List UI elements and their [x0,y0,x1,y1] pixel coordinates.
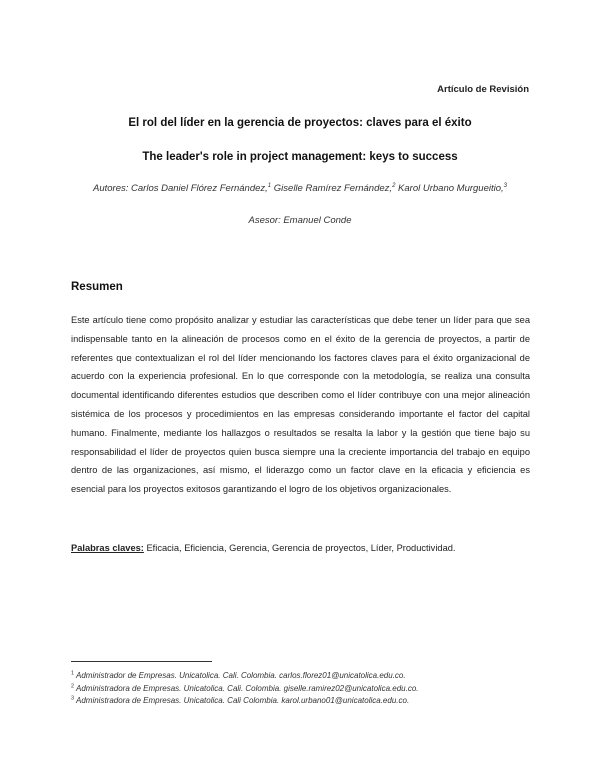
footnote-1-text: Administrador de Empresas. Unicatolica. Cali. Colombia. carlos.florez01@unicatolica.edu.co. [74,671,406,680]
keywords-line [71,543,456,553]
footnote-3-text: Administradora de Empresas. Unicatolica. Cali Colombia. karol.urbano01@unicatolica.edu.co. [74,696,410,706]
keywords-label: Palabras claves: [71,543,144,553]
author-2: Giselle Ramírez Fernández, [271,183,393,194]
footnote-2 [71,683,541,696]
keywords-text: Eficacia, Eficiencia, Gerencia, Gerencia de proyectos, Líder, Productividad. [143,543,456,553]
abstract-paragraph: Este artículo tiene como propósito analizar y estudiar las características que debe tener un líder para que sea indispensable tanto en la alineación de procesos como en el éxito de la gerencia de proyectos, a partir de referentes que contextualizan el rol del líder mencionando los factores claves para el éxito organizacional de acuerdo con la experiencia profesional. En lo que corresponde con la metodología, se realiza una consulta documental identificando diferentes estudios que describen como el líder contribuye con una mejor alineación sistémica de los procesos y procedimientos en las empresas considerando importante el factor del capital humano. Finalmente, mediante los hallazgos o resultados se resalta la labor y la gestión que tiene bajo su responsabilidad el líder de proyectos quien busca siempre una la creciente importancia del trabajo en equipo dentro de las organizaciones, así mismo, el liderazgo como un factor clave en la eficacia y eficiencia es esencial para los proyectos exitosos garantizando el logro de los objetivos organizacionales. [71,315,530,495]
article-type-label: Artículo de Revisión [437,84,529,95]
title-english: The leader's role in project management: keys to success [142,151,458,163]
footnote-2-number: 2 [71,682,75,689]
author-3-footnote-ref[interactable]: 3 [503,182,507,189]
title-spanish: El rol del líder en la gerencia de proyectos: claves para el éxito [128,117,472,129]
authors-line [0,183,600,194]
advisor-line: Asesor: Emanuel Conde [248,215,352,226]
footnote-3 [71,695,541,708]
footnote-3-number: 3 [71,695,75,702]
author-3: Karol Urbano Murgueitio, [395,183,504,194]
footnote-1-number: 1 [71,670,75,677]
section-heading-resumen: Resumen [71,281,123,293]
author-1-footnote-ref[interactable]: 1 [267,182,272,189]
author-1: Carlos Daniel Flórez Fernández, [131,183,268,194]
footnote-divider [71,661,212,662]
footnote-2-text: Administradora de Empresas. Unicatolica. Cali. Colombia. giselle.ramirez02@unicatolica.edu.co. [74,683,419,693]
footnotes [71,670,541,708]
authors-label: Autores: [93,183,132,194]
author-2-footnote-ref[interactable]: 2 [392,182,396,189]
footnote-1 [71,670,541,683]
